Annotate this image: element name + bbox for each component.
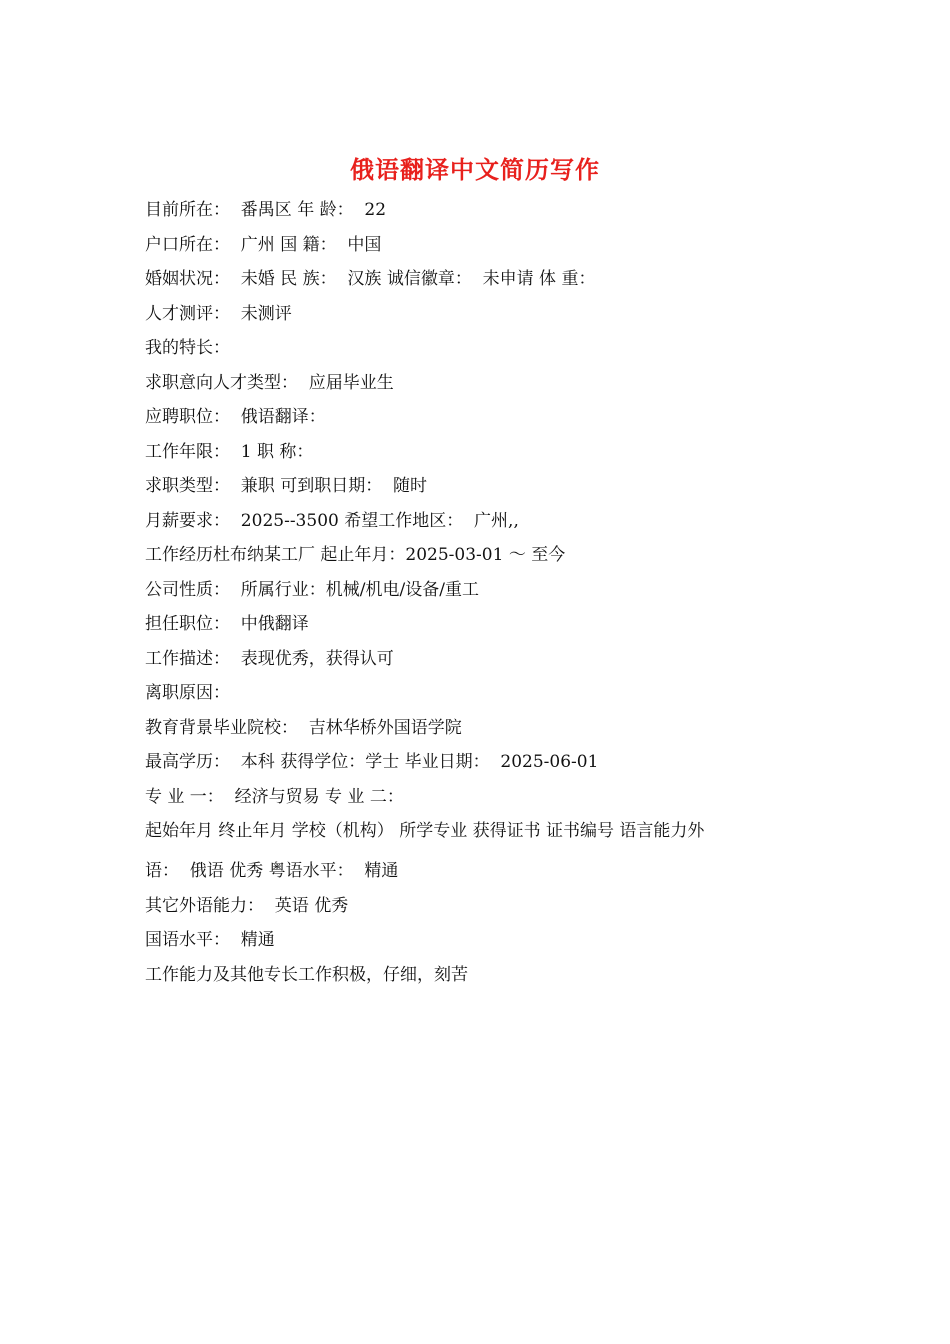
resume-line-work-description: 工作描述： 表现优秀，获得认可	[145, 648, 394, 669]
resume-line-table-header: 起始年月 终止年月 学校（机构） 所学专业 获得证书 证书编号 语言能力外	[145, 821, 705, 841]
resume-line-major: 专 业 一： 经济与贸易 专 业 二：	[145, 786, 404, 807]
resume-line-applied-position: 应聘职位： 俄语翻译：	[145, 407, 326, 427]
resume-line-job-type: 求职类型： 兼职 可到职日期： 随时	[145, 476, 428, 496]
resume-line-salary: 月薪要求： 2025--3500 希望工作地区： 广州,,	[145, 510, 519, 531]
resume-line-other-languages: 其它外语能力： 英语 优秀	[145, 895, 349, 916]
resume-line-work-years: 工作年限： 1 职 称：	[145, 441, 314, 462]
resume-line-job-intent: 求职意向人才类型： 应届毕业生	[145, 372, 394, 393]
resume-line-talent-test: 人才测评： 未测评	[145, 303, 292, 324]
resume-line-mandarin: 国语水平： 精通	[145, 930, 275, 950]
resume-line-degree: 最高学历： 本科 获得学位：学士 毕业日期： 2025-06-01	[145, 752, 599, 772]
resume-line-abilities: 工作能力及其他专长工作积极，仔细，刻苦	[145, 964, 468, 985]
document-title: 俄语翻译中文简历写作	[350, 155, 600, 184]
resume-line-work-experience: 工作经历杜布纳某工厂 起止年月：2025-03-01 ～ 至今	[145, 545, 566, 565]
resume-line-leave-reason: 离职原因：	[145, 683, 230, 703]
resume-line-household: 户口所在： 广州 国 籍： 中国	[145, 234, 382, 255]
resume-line-position-held: 担任职位： 中俄翻译	[145, 614, 309, 634]
resume-line-marital-status: 婚姻状况： 未婚 民 族： 汉族 诚信徽章： 未申请 体 重：	[145, 269, 596, 289]
resume-line-languages: 语： 俄语 优秀 粤语水平： 精通	[145, 861, 399, 881]
resume-line-education: 教育背景毕业院校： 吉林华桥外国语学院	[145, 717, 462, 738]
resume-lines	[145, 196, 845, 995]
resume-line-company-nature: 公司性质： 所属行业：机械/机电/设备/重工	[145, 579, 479, 600]
resume-line-current-location: 目前所在： 番禺区 年 龄： 22	[145, 200, 387, 220]
resume-line-specialty: 我的特长：	[145, 338, 230, 358]
